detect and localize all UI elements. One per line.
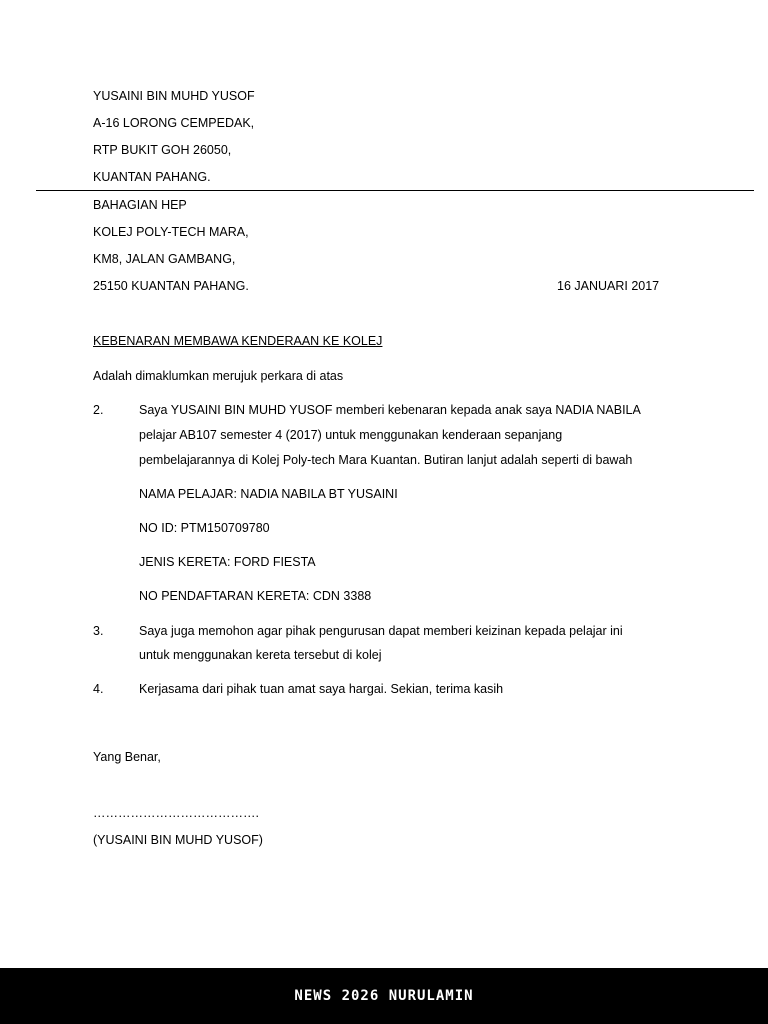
recipient-line-1: BAHAGIAN HEP [93, 198, 187, 212]
paragraph-4-line-1: Kerjasama dari pihak tuan amat saya hargai. Sekian, terima kasih [139, 682, 504, 696]
sender-name: YUSAINI BIN MUHD YUSOF [93, 89, 255, 103]
paragraph-2-line-1: Saya YUSAINI BIN MUHD YUSOF memberi kebenaran kepada anak saya NADIA NABILA [139, 403, 641, 417]
footer-banner [0, 968, 768, 1024]
paragraph-2-number: 2. [93, 403, 104, 417]
paragraph-3-number: 3. [93, 624, 104, 638]
paragraph-3-line-2: untuk menggunakan kereta tersebut di kolej [139, 648, 382, 662]
detail-car-type: JENIS KERETA: FORD FIESTA [139, 555, 316, 569]
signature-name: (YUSAINI BIN MUHD YUSOF) [93, 833, 263, 847]
opening-line: Adalah dimaklumkan merujuk perkara di atas [93, 369, 344, 383]
recipient-line-4: 25150 KUANTAN PAHANG. [93, 279, 249, 293]
paragraph-3-line-1: Saya juga memohon agar pihak pengurusan dapat memberi keizinan kepada pelajar ini [139, 624, 623, 638]
recipient-line-3: KM8, JALAN GAMBANG, [93, 252, 236, 266]
footer-text: NEWS 2026 NURULAMIN [294, 988, 474, 1004]
letter-subject: KEBENARAN MEMBAWA KENDERAAN KE KOLEJ [93, 334, 383, 348]
detail-student-name: NAMA PELAJAR: NADIA NABILA BT YUSAINI [139, 487, 398, 501]
detail-id: NO ID: PTM150709780 [139, 521, 270, 535]
paragraph-2-line-2: pelajar AB107 semester 4 (2017) untuk menggunakan kenderaan sepanjang [139, 428, 563, 442]
signature-line: …………………………………. [93, 806, 259, 820]
closing-salutation: Yang Benar, [93, 750, 161, 764]
detail-car-registration: NO PENDAFTARAN KERETA: CDN 3388 [139, 589, 372, 603]
sender-address-line-3: KUANTAN PAHANG. [93, 170, 211, 184]
letter-date: 16 JANUARI 2017 [557, 279, 660, 293]
paragraph-4-number: 4. [93, 682, 104, 696]
paragraph-2-line-3: pembelajarannya di Kolej Poly-tech Mara Kuantan. Butiran lanjut adalah seperti di bawah [139, 453, 633, 467]
sender-address-line-1: A-16 LORONG CEMPEDAK, [93, 116, 255, 130]
header-divider [36, 190, 754, 191]
recipient-line-2: KOLEJ POLY-TECH MARA, [93, 225, 249, 239]
sender-address-line-2: RTP BUKIT GOH 26050, [93, 143, 232, 157]
